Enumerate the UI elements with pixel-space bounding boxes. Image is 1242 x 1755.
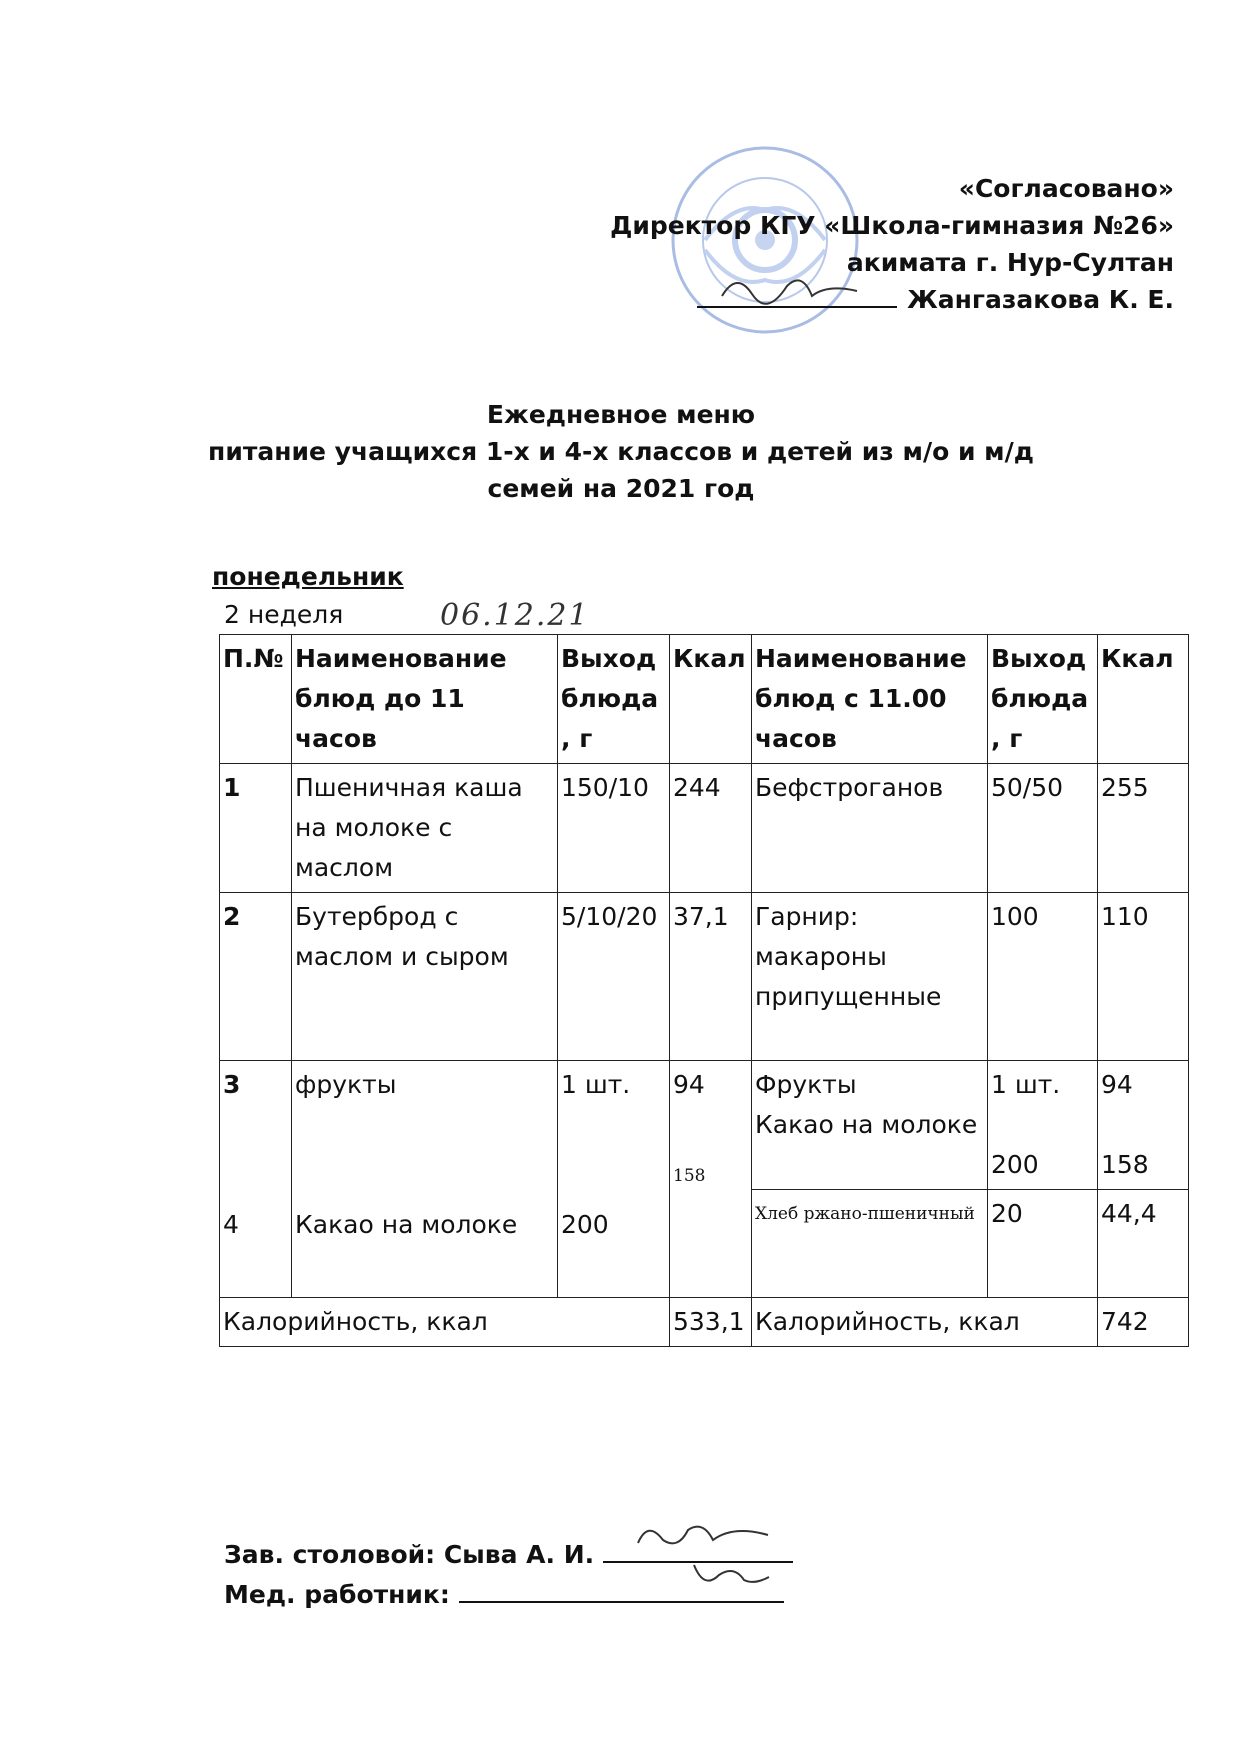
dish-pm: Гарнир: макароны припущенные: [752, 893, 988, 1061]
row-number: 2: [220, 893, 292, 1061]
kcal-pm: 255: [1098, 764, 1189, 893]
title-line-3: семей на 2021 год: [487, 474, 755, 503]
dish-pm-cell: [752, 1061, 988, 1190]
header-cell: Выход блюда, г: [988, 635, 1098, 764]
row-number: 4: [223, 1210, 239, 1239]
dish-am: Какао на молоке: [295, 1210, 518, 1239]
kcal-am-cell: [670, 1061, 752, 1298]
kcal-am: 37,1: [670, 893, 752, 1061]
yield-pm: 100: [988, 893, 1098, 1061]
yield-am: 1 шт.: [561, 1070, 631, 1099]
medic-signature: [459, 1575, 784, 1603]
yield-pm-cell: [988, 1061, 1098, 1190]
handwritten-date: 06.12.21: [440, 598, 590, 633]
footer-signatures: [224, 1535, 793, 1615]
dish-pm: Какао на молоке: [755, 1110, 978, 1139]
approval-heading: «Согласовано»: [958, 174, 1174, 203]
table-row: [220, 893, 1189, 1061]
total-row: [220, 1298, 1189, 1347]
yield-pm: 50/50: [988, 764, 1098, 893]
total-pm: 742: [1098, 1298, 1189, 1347]
total-label-am: Калорийность, ккал: [220, 1298, 670, 1347]
yield-am-cell: [558, 1061, 670, 1298]
director-name: Жангазакова К. Е.: [907, 285, 1174, 314]
approval-director: Директор КГУ «Школа-гимназия №26»: [610, 211, 1174, 240]
header-cell: П.№: [220, 635, 292, 764]
kcal-am: 94: [673, 1070, 705, 1099]
table-row: [220, 1061, 1189, 1190]
dish-am-cell: [292, 1061, 558, 1298]
header-cell: Выход блюда, г: [558, 635, 670, 764]
weekday-label: понедельник: [212, 562, 404, 591]
approval-akimat: акимата г. Нур-Султан: [846, 248, 1174, 277]
dish-pm: Бефстроганов: [752, 764, 988, 893]
row-number-cell: [220, 1061, 292, 1298]
kcal-am: 244: [670, 764, 752, 893]
yield-am: 5/10/20: [558, 893, 670, 1061]
header-cell: Наименование блюд с 11.00 часов: [752, 635, 988, 764]
yield-pm: 1 шт.: [991, 1070, 1061, 1099]
kcal-pm: 110: [1098, 893, 1189, 1061]
document-title: [0, 396, 1242, 507]
dish-am: Бутерброд с маслом и сыром: [292, 893, 558, 1061]
row-number: 3: [223, 1070, 241, 1099]
header-cell: Ккал: [1098, 635, 1189, 764]
dish-am: фрукты: [295, 1070, 397, 1099]
dish-pm: Хлеб ржано-пшеничный: [752, 1190, 988, 1298]
week-label: 2 неделя: [224, 600, 344, 629]
dish-pm: Фрукты: [755, 1070, 857, 1099]
medic-row: [224, 1575, 793, 1615]
approval-block: [610, 170, 1174, 318]
table-header-row: [220, 635, 1189, 764]
row-number: 1: [220, 764, 292, 893]
kcal-pm: 94: [1101, 1070, 1133, 1099]
kcal-pm-cell: [1098, 1061, 1189, 1190]
kcal-pm: 158: [1101, 1150, 1149, 1179]
header-cell: Ккал: [670, 635, 752, 764]
canteen-head-label: Зав. столовой: Сыва А. И.: [224, 1540, 595, 1569]
menu-table: [219, 634, 1189, 1347]
dish-am: Пшеничная каша на молоке с маслом: [292, 764, 558, 893]
title-line-1: Ежедневное меню: [486, 400, 756, 429]
approval-signature-row: [610, 281, 1174, 318]
yield-pm: 200: [991, 1150, 1039, 1179]
yield-pm: 20: [988, 1190, 1098, 1298]
table-row: [220, 764, 1189, 893]
medic-label: Мед. работник:: [224, 1580, 450, 1609]
yield-am: 150/10: [558, 764, 670, 893]
director-signature: [697, 284, 897, 308]
kcal-pm: 44,4: [1098, 1190, 1189, 1298]
yield-am: 200: [561, 1210, 609, 1239]
title-line-2: питание учащихся 1-х и 4-х классов и детей из м/о и м/д: [208, 437, 1034, 466]
header-cell: Наименование блюд до 11 часов: [292, 635, 558, 764]
total-label-pm: Калорийность, ккал: [752, 1298, 1098, 1347]
kcal-am: 158: [673, 1166, 706, 1186]
total-am: 533,1: [670, 1298, 752, 1347]
